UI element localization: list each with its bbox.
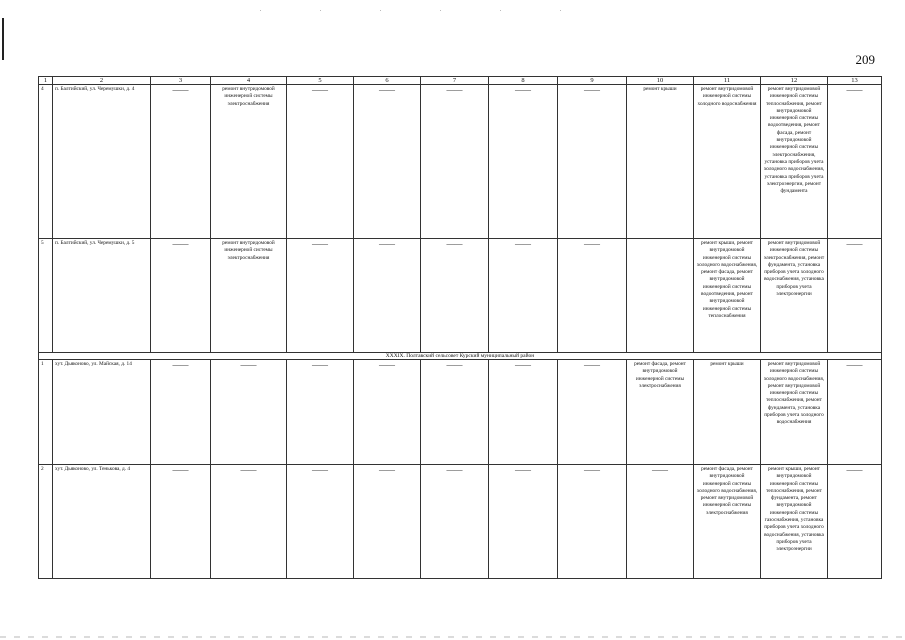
repair-program-table	[38, 76, 882, 579]
dash-cell: ——	[446, 85, 463, 94]
table-row	[39, 85, 882, 239]
column-number: 10	[627, 77, 694, 85]
work-cell: ремонт фасада, ремонт внутридомовой инженерной системы холодного водоснабжения, ремонт внутридомовой инженерной системы электроснабжения	[694, 465, 761, 579]
dash-cell: ——	[240, 465, 257, 474]
address-cell: п. Балтийский, ул. Черемушки, д. 4	[53, 85, 151, 239]
dash-cell: ——	[379, 360, 395, 369]
address-cell: хут. Дьяконово, ул. Тенькова, д. 4	[53, 465, 151, 579]
row-number: 5	[39, 239, 53, 353]
dash-cell: ——	[446, 239, 463, 248]
dash-cell: ——	[172, 239, 189, 248]
dash-cell: ——	[446, 465, 463, 474]
scan-noise-top	[260, 10, 600, 11]
dash-cell: ——	[515, 239, 531, 248]
column-number: 3	[151, 77, 211, 85]
column-number: 12	[761, 77, 828, 85]
dash-cell: ——	[312, 465, 328, 474]
scan-edge-mark	[2, 18, 4, 60]
dash-cell: ——	[379, 239, 395, 248]
dash-cell: ——	[846, 360, 863, 369]
column-number: 6	[354, 77, 421, 85]
row-number: 1	[39, 360, 53, 465]
column-number: 2	[53, 77, 151, 85]
column-number-row	[39, 77, 882, 85]
work-cell: ремонт крыши, ремонт внутридомовой инженерной системы теплоснабжения, ремонт фундамента, ремонт внутридомовой инженерной системы газоснабжения, установка приборов учета холодного водоснабжения, установка приборов учета электроэнергии	[761, 465, 828, 579]
work-cell: ремонт крыши, ремонт внутридомовой инженерной системы холодного водоснабжения, ремонт фасада, ремонт внутридомовой инженерной системы водоотведения, ремонт внутридомовой инженерной системы теплоснабжения	[694, 239, 761, 353]
dash-cell: ——	[584, 360, 600, 369]
column-number: 1	[39, 77, 53, 85]
column-number: 4	[211, 77, 287, 85]
dash-cell: ——	[312, 239, 328, 248]
dash-cell: ——	[515, 465, 531, 474]
work-cell: ремонт крыши	[627, 85, 694, 239]
page-number: 209	[855, 52, 875, 67]
work-cell: ремонт крыши	[694, 360, 761, 465]
work-cell: ремонт внутридомовой инженерной системы холодного водоснабжения, ремонт внутридомовой инженерной системы теплоснабжения, ремонт фундамента, установка приборов учета холодного водоснабжения	[761, 360, 828, 465]
work-cell: ремонт внутридомовой инженерной системы холодного водоснабжения	[694, 85, 761, 239]
column-number: 11	[694, 77, 761, 85]
dash-cell: ——	[515, 360, 531, 369]
dash-cell: ——	[172, 85, 189, 94]
column-number: 9	[558, 77, 627, 85]
work-cell: ремонт внутридомовой инженерной системы электроснабжения	[211, 239, 287, 353]
dash-cell: ——	[652, 465, 668, 474]
work-cell	[627, 239, 694, 353]
table-row	[39, 239, 882, 353]
table-row	[39, 465, 882, 579]
dash-cell: ——	[584, 239, 600, 248]
dash-cell: ——	[379, 465, 395, 474]
address-cell: п. Балтийский, ул. Черемушки, д. 5	[53, 239, 151, 353]
dash-cell: ——	[172, 360, 189, 369]
row-number: 4	[39, 85, 53, 239]
dash-cell: ——	[172, 465, 189, 474]
column-number: 5	[287, 77, 354, 85]
section-title: XXXIX. Полтавский сельсовет Курский муниципальный район	[39, 353, 882, 360]
dash-cell: ——	[584, 85, 600, 94]
scan-noise-bottom	[0, 636, 905, 638]
section-row	[39, 353, 882, 360]
dash-cell: ——	[446, 360, 463, 369]
dash-cell: ——	[515, 85, 531, 94]
column-number: 13	[828, 77, 882, 85]
dash-cell: ——	[846, 85, 863, 94]
column-number: 8	[489, 77, 558, 85]
row-number: 2	[39, 465, 53, 579]
dash-cell: ——	[584, 465, 600, 474]
work-cell: ремонт внутридомовой инженерной системы теплоснабжения, ремонт внутридомовой инженерной системы водоотведения, ремонт фасада, ремонт внутридомовой инженерной системы электроснабжения, установка приборов учета холодного водоснабжения, установка приборов учета электроэнергии, ремонт фундамента	[761, 85, 828, 239]
dash-cell: ——	[379, 85, 395, 94]
dash-cell: ——	[240, 360, 257, 369]
dash-cell: ——	[312, 85, 328, 94]
table-row	[39, 360, 882, 465]
work-cell: ремонт внутридомовой инженерной системы электроснабжения	[211, 85, 287, 239]
dash-cell: ——	[846, 239, 863, 248]
work-cell: ремонт внутридомовой инженерной системы электроснабжения, ремонт фундамента, установка приборов учета холодного водоснабжения, установка приборов учета электроэнергии	[761, 239, 828, 353]
address-cell: хут. Дьяконово, ул. Майская, д. 14	[53, 360, 151, 465]
dash-cell: ——	[846, 465, 863, 474]
column-number: 7	[421, 77, 489, 85]
work-cell: ремонт фасада, ремонт внутридомовой инженерной системы электроснабжения	[627, 360, 694, 465]
dash-cell: ——	[312, 360, 328, 369]
